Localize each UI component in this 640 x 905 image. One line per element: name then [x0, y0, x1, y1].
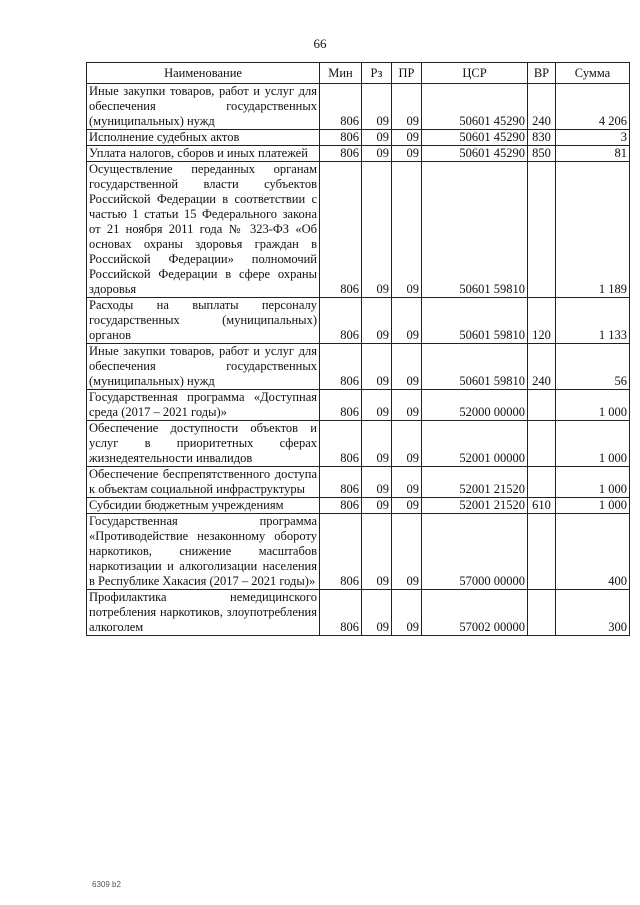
- row-rz: 09: [362, 590, 392, 636]
- row-pr: 09: [392, 498, 422, 514]
- row-csr: 52001 21520: [422, 467, 528, 498]
- row-sum: 300: [556, 590, 630, 636]
- table-row: [87, 344, 630, 390]
- row-min: 806: [320, 390, 362, 421]
- row-name: Государственная программа «Доступная среда (2017 – 2021 годы)»: [87, 390, 320, 421]
- row-vr: [528, 467, 556, 498]
- table-row: [87, 421, 630, 467]
- row-name: Профилактика немедицинского потребления наркотиков, злоупотребления алкоголем: [87, 590, 320, 636]
- row-csr: 50601 45290: [422, 146, 528, 162]
- row-name: Осуществление переданных органам государственной власти субъектов Российской Федерации в соответствии с частью 1 статьи 15 Федерального закона от 21 ноября 2011 года № 323-ФЗ «Об основах охраны здоровья граждан в Российской Федерации» полномочий Российской Федерации в сфере охраны здоровья: [87, 162, 320, 298]
- row-rz: 09: [362, 146, 392, 162]
- row-rz: 09: [362, 421, 392, 467]
- header-sum: Сумма: [556, 63, 630, 84]
- header-min: Мин: [320, 63, 362, 84]
- row-pr: 09: [392, 130, 422, 146]
- table-row: [87, 146, 630, 162]
- row-csr: 50601 59810: [422, 344, 528, 390]
- row-sum: 4 206: [556, 84, 630, 130]
- row-vr: 120: [528, 298, 556, 344]
- table-row: [87, 390, 630, 421]
- row-name: Расходы на выплаты персоналу государственных (муниципальных) органов: [87, 298, 320, 344]
- row-vr: [528, 514, 556, 590]
- row-sum: 3: [556, 130, 630, 146]
- row-pr: 09: [392, 162, 422, 298]
- footer-code: 6309 b2: [92, 880, 121, 889]
- row-sum: 1 000: [556, 390, 630, 421]
- row-rz: 09: [362, 467, 392, 498]
- row-csr: 50601 45290: [422, 84, 528, 130]
- row-rz: 09: [362, 514, 392, 590]
- row-min: 806: [320, 467, 362, 498]
- header-pr: ПР: [392, 63, 422, 84]
- row-pr: 09: [392, 146, 422, 162]
- table-row: [87, 590, 630, 636]
- row-csr: 50601 59810: [422, 162, 528, 298]
- row-sum: 400: [556, 514, 630, 590]
- table-header-row: [87, 63, 630, 84]
- row-pr: 09: [392, 344, 422, 390]
- row-name: Государственная программа «Противодействие незаконному обороту наркотиков, снижение масштабов наркотизации и алкоголизации населения в Республике Хакасия (2017 – 2021 годы)»: [87, 514, 320, 590]
- table-row: [87, 298, 630, 344]
- row-name: Обеспечение беспрепятственного доступа к объектам социальной инфраструктуры: [87, 467, 320, 498]
- row-rz: 09: [362, 162, 392, 298]
- row-min: 806: [320, 590, 362, 636]
- header-csr: ЦСР: [422, 63, 528, 84]
- page-number: 66: [313, 36, 327, 51]
- row-name: Исполнение судебных актов: [87, 130, 320, 146]
- row-csr: 50601 45290: [422, 130, 528, 146]
- row-min: 806: [320, 498, 362, 514]
- table-row: [87, 514, 630, 590]
- row-vr: [528, 421, 556, 467]
- table-row: [87, 498, 630, 514]
- row-csr: 52001 00000: [422, 421, 528, 467]
- table-row: [87, 162, 630, 298]
- row-min: 806: [320, 344, 362, 390]
- row-min: 806: [320, 130, 362, 146]
- header-vr: ВР: [528, 63, 556, 84]
- row-sum: 56: [556, 344, 630, 390]
- row-sum: 1 189: [556, 162, 630, 298]
- row-csr: 57002 00000: [422, 590, 528, 636]
- row-min: 806: [320, 162, 362, 298]
- row-rz: 09: [362, 344, 392, 390]
- row-rz: 09: [362, 390, 392, 421]
- row-name: Субсидии бюджетным учреждениям: [87, 498, 320, 514]
- row-pr: 09: [392, 590, 422, 636]
- row-pr: 09: [392, 84, 422, 130]
- row-vr: [528, 590, 556, 636]
- row-sum: 1 000: [556, 421, 630, 467]
- row-min: 806: [320, 421, 362, 467]
- row-pr: 09: [392, 467, 422, 498]
- row-name: Обеспечение доступности объектов и услуг в приоритетных сферах жизнедеятельности инвалидов: [87, 421, 320, 467]
- row-sum: 1 133: [556, 298, 630, 344]
- table-row: [87, 467, 630, 498]
- budget-table: [86, 62, 630, 636]
- row-vr: [528, 162, 556, 298]
- row-csr: 57000 00000: [422, 514, 528, 590]
- row-vr: 610: [528, 498, 556, 514]
- header-name: Наименование: [87, 63, 320, 84]
- row-csr: 52000 00000: [422, 390, 528, 421]
- row-pr: 09: [392, 390, 422, 421]
- row-min: 806: [320, 514, 362, 590]
- row-min: 806: [320, 298, 362, 344]
- row-sum: 1 000: [556, 498, 630, 514]
- row-name: Уплата налогов, сборов и иных платежей: [87, 146, 320, 162]
- row-rz: 09: [362, 84, 392, 130]
- row-pr: 09: [392, 514, 422, 590]
- row-vr: 240: [528, 84, 556, 130]
- row-name: Иные закупки товаров, работ и услуг для обеспечения государственных (муниципальных) нужд: [87, 344, 320, 390]
- row-min: 806: [320, 146, 362, 162]
- row-csr: 50601 59810: [422, 298, 528, 344]
- row-name: Иные закупки товаров, работ и услуг для обеспечения государственных (муниципальных) нужд: [87, 84, 320, 130]
- row-sum: 81: [556, 146, 630, 162]
- row-csr: 52001 21520: [422, 498, 528, 514]
- row-vr: [528, 390, 556, 421]
- row-vr: 240: [528, 344, 556, 390]
- row-pr: 09: [392, 298, 422, 344]
- header-rz: Рз: [362, 63, 392, 84]
- row-vr: 830: [528, 130, 556, 146]
- row-sum: 1 000: [556, 467, 630, 498]
- table-row: [87, 84, 630, 130]
- row-vr: 850: [528, 146, 556, 162]
- row-rz: 09: [362, 298, 392, 344]
- row-pr: 09: [392, 421, 422, 467]
- row-rz: 09: [362, 130, 392, 146]
- row-min: 806: [320, 84, 362, 130]
- row-rz: 09: [362, 498, 392, 514]
- table-row: [87, 130, 630, 146]
